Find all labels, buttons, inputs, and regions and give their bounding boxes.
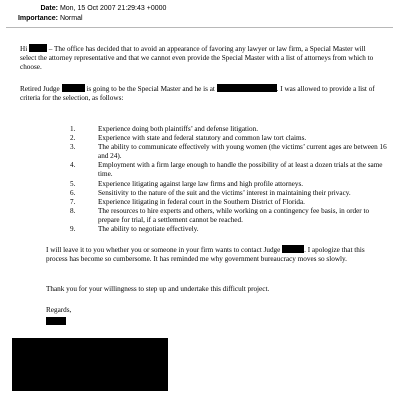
paragraph-3-text-a: I will leave it to you whether you or someone in your firm wants to contact Judge — [46, 246, 283, 254]
criteria-item — [70, 198, 390, 207]
date-label: Date: — [40, 5, 58, 12]
greeting: Hi — [20, 45, 28, 53]
criteria-item — [70, 225, 390, 234]
criteria-number: 8. — [70, 206, 76, 215]
criteria-text: Sensitivity to the nature of the suit and the victims’ interest in maintaining their privacy. — [98, 188, 351, 197]
criteria-item — [70, 161, 390, 179]
closing: Regards, — [46, 306, 72, 314]
criteria-number: 1. — [70, 125, 76, 133]
criteria-number: 5. — [70, 179, 76, 188]
criteria-item — [70, 125, 390, 134]
paragraph-3 — [46, 245, 386, 264]
criteria-item — [70, 134, 390, 143]
criteria-text: Employment with a firm large enough to handle the possibility of at least a dozen trials at the same time. — [98, 161, 383, 179]
redaction-judge-name — [62, 84, 85, 92]
criteria-text: Experience with state and federal statutory and common law tort claims. — [98, 134, 307, 143]
criteria-text: The resources to hire experts and others, while working on a contingency fee basis, in order to prepare for trial, if a settlement cannot be reached. — [98, 206, 370, 224]
criteria-text: The ability to negotiate effectively. — [98, 225, 199, 234]
importance-label: Importance: — [17, 15, 58, 22]
criteria-item — [70, 180, 390, 189]
redaction-signature-name — [46, 317, 66, 325]
criteria-number: 7. — [70, 197, 76, 206]
criteria-number: 9. — [70, 225, 76, 234]
paragraph-2-text-b: is going to be the Special Master and he is at — [84, 85, 217, 93]
criteria-text: Experience litigating in federal court in the Southern District of Florida. — [98, 197, 305, 206]
paragraph-2-text-c: . I was allowed to provide a list of criteria for the selection, as follows: — [20, 85, 375, 103]
criteria-text: Experience litigating against large law firms and high profile attorneys. — [98, 179, 304, 188]
redaction-signature-block — [12, 338, 168, 391]
redaction-name — [29, 44, 47, 52]
paragraph-1-text: – The office has decided that to avoid an appearance of favoring any lawyer or law firm, a Special Master will select the attorney representative and that we cannot even provide the Special Master with a list of attorneys from which to choose. — [20, 45, 374, 72]
paragraph-1 — [20, 44, 382, 73]
redaction-judge-name-2 — [282, 245, 304, 253]
paragraph-2 — [20, 84, 382, 103]
importance-value: Normal — [59, 15, 83, 22]
criteria-text: The ability to communicate effectively with young women (the victims’ current ages are between 16 and 24). — [98, 143, 387, 161]
criteria-number: 4. — [70, 161, 76, 170]
redaction-location — [217, 84, 277, 92]
criteria-item — [70, 207, 390, 225]
importance-row — [10, 14, 83, 23]
criteria-number: 6. — [70, 188, 76, 197]
criteria-text: Experience doing both plaintiffs’ and defense litigation. — [98, 125, 259, 133]
criteria-item — [70, 143, 390, 161]
paragraph-3-text-b: . I apologize that this process has become so cumbersome. It has reminded me why government bureaucracy moves so slowly. — [46, 246, 365, 264]
criteria-list — [70, 125, 390, 234]
paragraph-4: Thank you for your willingness to step up and undertake this difficult project. — [46, 285, 270, 293]
date-row — [10, 4, 166, 13]
header-divider — [6, 27, 393, 28]
date-value: Mon, 15 Oct 2007 21:29:43 +0000 — [59, 5, 167, 12]
criteria-number: 2. — [70, 134, 76, 143]
criteria-number: 3. — [70, 143, 76, 152]
criteria-item — [70, 189, 390, 198]
paragraph-2-text-a: Retired Judge — [20, 85, 62, 93]
